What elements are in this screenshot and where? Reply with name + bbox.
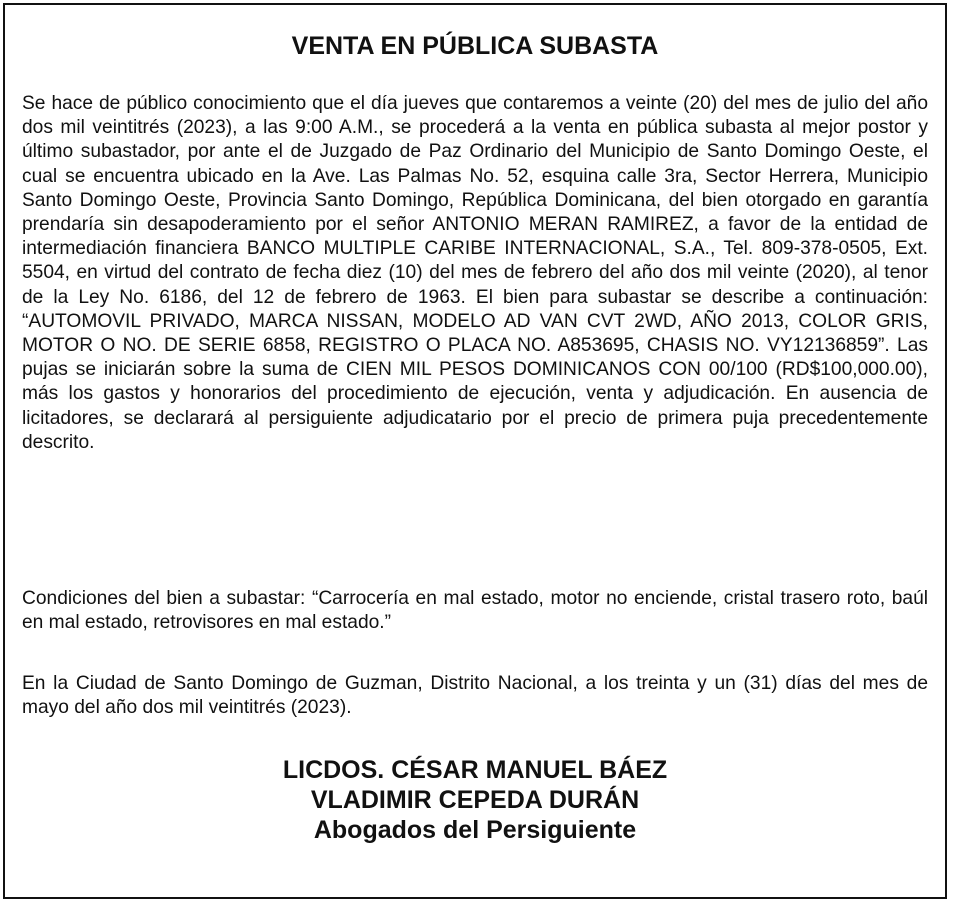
signature-lawyers-line-1: LICDOS. CÉSAR MANUEL BÁEZ (282, 756, 668, 784)
date-location-paragraph: En la Ciudad de Santo Domingo de Guzman, Distrito Nacional, a los treinta y un (31) días del mes de mayo del año dos mil veintitrés (2023). (22, 673, 928, 719)
signature-block (5, 755, 945, 845)
notice-title: VENTA EN PÚBLICA SUBASTA (291, 32, 659, 60)
signature-lawyers-line-2: VLADIMIR CEPEDA DURÁN (310, 786, 640, 814)
auction-details-paragraph: Se hace de público conocimiento que el día jueves que contaremos a veinte (20) del mes de julio del año dos mil veintitrés (2023), a las 9:00 A.M., se procederá a la venta en pública subasta al mejor postor y último subastador, por ante el de Juzgado de Paz Ordinario del Municipio de Santo Domingo Oeste, el cual se encuentra ubicado en la Ave. Las Palmas No. 52, esquina calle 3ra, Sector Herrera, Municipio Santo Domingo Oeste, Provincia Santo Domingo, República Dominicana, del bien otorgado en garantía prendaría sin desapoderamiento por el señor ANTONIO MERAN RAMIREZ, a favor de la entidad de intermediación financiera BANCO MULTIPLE CARIBE INTERNACIONAL, S.A., Tel. 809-378-0505, Ext. 5504, en virtud del contrato de fecha diez (10) del mes de febrero del año dos mil veinte (2020), al tenor de la Ley No. 6186, del 12 de febrero de 1963. El bien para subastar se describe a continuación: “AUTOMOVIL PRIVADO, MARCA NISSAN, MODELO AD VAN CVT 2WD, AÑO 2013, COLOR GRIS, MOTOR O NO. DE SERIE 6858, REGISTRO O PLACA NO. A853695, CHASIS NO. VY12136859”. Las pujas se iniciarán sobre la suma de CIEN MIL PESOS DOMINICANOS CON 00/100 (RD$100,000.00), más los gastos y honorarios del procedimiento de ejecución, venta y adjudicación. En ausencia de licitadores, se declarará al persiguiente adjudicatario por el precio de primera puja precedentemente descrito. (22, 93, 928, 453)
signature-role: Abogados del Persiguiente (313, 816, 637, 844)
legal-notice (3, 3, 947, 899)
asset-conditions-paragraph: Condiciones del bien a subastar: “Carrocería en mal estado, motor no enciende, cristal trasero roto, baúl en mal estado, retrovisores en mal estado.” (22, 588, 928, 634)
